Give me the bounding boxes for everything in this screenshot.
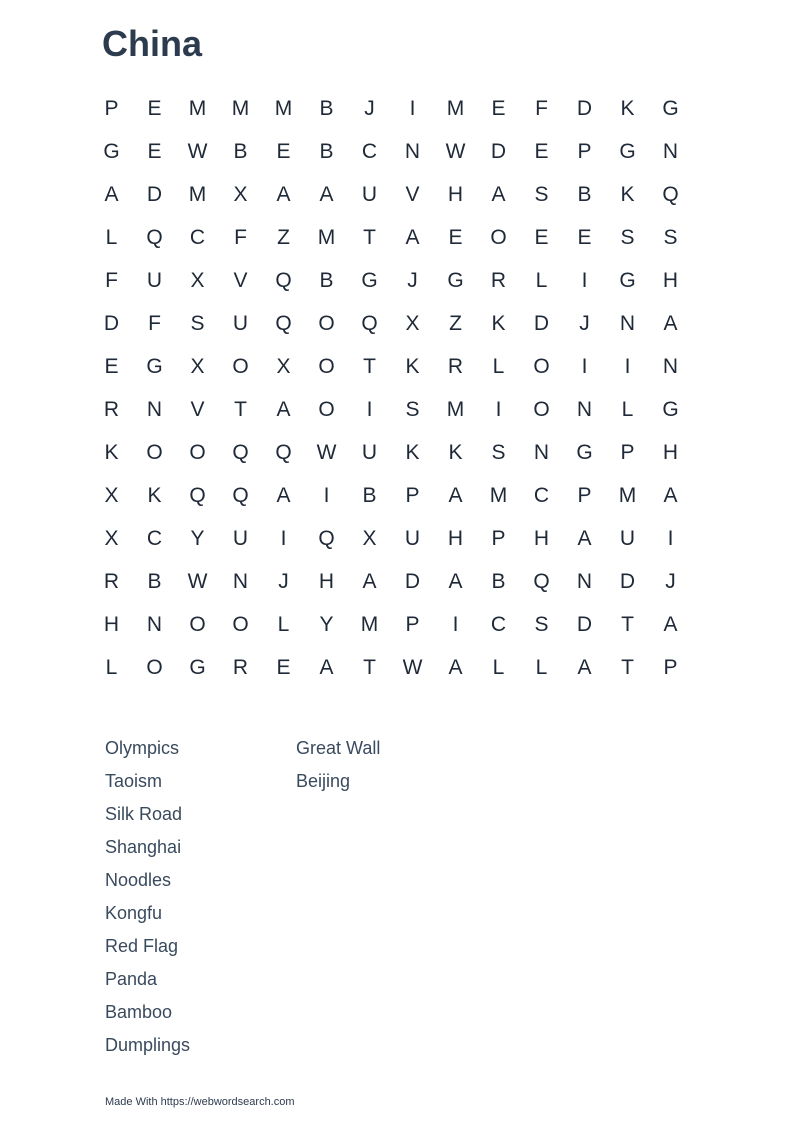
grid-cell: P — [577, 483, 592, 507]
grid-cell: E — [534, 225, 549, 249]
grid-cell: M — [360, 612, 379, 636]
grid-cell: T — [621, 655, 634, 679]
grid-cell: B — [577, 182, 592, 206]
grid-cell: S — [405, 397, 420, 421]
grid-cell: I — [366, 397, 373, 421]
grid-cell: H — [662, 268, 679, 292]
grid-cell: A — [448, 483, 463, 507]
grid-cell: D — [490, 139, 507, 163]
grid-cell: M — [618, 483, 637, 507]
grid-cell: K — [405, 354, 420, 378]
word-list-item: Olympics — [105, 738, 180, 758]
word-list-item: Shanghai — [105, 837, 182, 857]
grid-cell: Q — [361, 311, 378, 335]
grid-cell: D — [576, 612, 593, 636]
word-list-item: Taoism — [105, 771, 163, 791]
word-list-item: Kongfu — [105, 903, 163, 923]
grid-cell: F — [148, 311, 161, 335]
grid-cell: L — [535, 655, 548, 679]
grid-cell: J — [665, 569, 676, 593]
grid-cell: N — [232, 569, 249, 593]
grid-cell: G — [619, 139, 636, 163]
grid-cell: B — [319, 96, 334, 120]
grid-cell: Y — [190, 526, 205, 550]
grid-cell: B — [319, 139, 334, 163]
grid-cell: L — [105, 225, 118, 249]
grid-cell: G — [662, 397, 679, 421]
grid-cell: A — [663, 483, 678, 507]
grid-cell: U — [232, 526, 249, 550]
grid-cell: H — [447, 182, 464, 206]
word-list-item: Dumplings — [105, 1035, 191, 1055]
grid-cell: C — [146, 526, 163, 550]
grid-cell: D — [576, 96, 593, 120]
grid-cell: L — [535, 268, 548, 292]
word-list-item: Panda — [105, 969, 158, 989]
grid-cell: Y — [319, 612, 334, 636]
grid-cell: A — [276, 182, 291, 206]
word-list-item: Noodles — [105, 870, 172, 890]
grid-cell: E — [147, 139, 162, 163]
grid-cell: Z — [449, 311, 462, 335]
grid-cell: A — [104, 182, 119, 206]
page-title: China — [102, 23, 203, 64]
grid-cell: S — [663, 225, 678, 249]
grid-cell: M — [317, 225, 336, 249]
grid-cell: H — [103, 612, 120, 636]
grid-cell: S — [620, 225, 635, 249]
grid-cell: W — [445, 139, 466, 163]
grid-cell: N — [619, 311, 636, 335]
grid-cell: Q — [232, 440, 249, 464]
grid-cell: Q — [318, 526, 335, 550]
grid-cell: R — [447, 354, 464, 378]
grid-cell: E — [276, 139, 291, 163]
grid-cell: Q — [146, 225, 163, 249]
grid-cell: G — [662, 96, 679, 120]
grid-cell: B — [233, 139, 248, 163]
grid-cell: G — [576, 440, 593, 464]
grid-cell: P — [663, 655, 678, 679]
grid-cell: H — [447, 526, 464, 550]
grid-cell: X — [233, 182, 248, 206]
word-list — [105, 732, 505, 1062]
grid-cell: P — [491, 526, 506, 550]
grid-cell: N — [146, 397, 163, 421]
grid-cell: F — [535, 96, 548, 120]
grid-cell: A — [448, 655, 463, 679]
grid-cell: D — [103, 311, 120, 335]
grid-cell: U — [361, 440, 378, 464]
grid-cell: X — [405, 311, 420, 335]
grid-cell: K — [405, 440, 420, 464]
grid-cell: X — [276, 354, 291, 378]
grid-cell: S — [491, 440, 506, 464]
grid-cell: I — [323, 483, 330, 507]
grid-cell: N — [662, 139, 679, 163]
grid-cell: F — [234, 225, 247, 249]
grid-cell: J — [278, 569, 289, 593]
grid-cell: C — [490, 612, 507, 636]
grid-cell: J — [579, 311, 590, 335]
grid-cell: P — [620, 440, 635, 464]
grid-cell: I — [409, 96, 416, 120]
grid-cell: P — [405, 612, 420, 636]
grid-cell: M — [274, 96, 293, 120]
grid-cell: A — [577, 526, 592, 550]
grid-cell: B — [491, 569, 506, 593]
grid-cell: A — [319, 655, 334, 679]
grid-cell: N — [576, 397, 593, 421]
grid-cell: K — [147, 483, 162, 507]
grid-cell: Q — [275, 268, 292, 292]
grid-cell: O — [318, 354, 335, 378]
grid-cell: O — [533, 354, 550, 378]
grid-cell: S — [534, 612, 549, 636]
grid-cell: W — [187, 139, 208, 163]
grid-cell: O — [146, 440, 163, 464]
grid-cell: T — [621, 612, 634, 636]
grid-cell: E — [276, 655, 291, 679]
word-list-item: Beijing — [296, 771, 351, 791]
grid-cell: S — [190, 311, 205, 335]
grid-cell: O — [490, 225, 507, 249]
grid-cell: A — [663, 612, 678, 636]
grid-cell: L — [492, 655, 505, 679]
grid-cell: N — [146, 612, 163, 636]
grid-cell: O — [232, 354, 249, 378]
grid-cell: I — [452, 612, 459, 636]
footer-credit: Made With https://webwordsearch.com — [105, 1096, 295, 1108]
grid-cell: K — [448, 440, 463, 464]
grid-cell: U — [146, 268, 163, 292]
grid-cell: R — [103, 397, 120, 421]
grid-cell: G — [447, 268, 464, 292]
grid-cell: H — [318, 569, 335, 593]
grid-cell: R — [232, 655, 249, 679]
grid-cell: I — [280, 526, 287, 550]
grid-cell: I — [581, 354, 588, 378]
grid-cell: E — [104, 354, 119, 378]
grid-cell: L — [492, 354, 505, 378]
grid-cell: N — [576, 569, 593, 593]
grid-cell: M — [446, 397, 465, 421]
grid-cell: U — [361, 182, 378, 206]
grid-cell: C — [189, 225, 206, 249]
grid-cell: M — [188, 96, 207, 120]
grid-cell: A — [663, 311, 678, 335]
grid-cell: H — [662, 440, 679, 464]
grid-cell: F — [105, 268, 118, 292]
grid-cell: Q — [275, 440, 292, 464]
grid-cell: U — [404, 526, 421, 550]
word-list-item: Bamboo — [105, 1002, 173, 1022]
grid-cell: E — [491, 96, 506, 120]
grid-cell: J — [364, 96, 375, 120]
grid-cell: O — [232, 612, 249, 636]
grid-cell: A — [491, 182, 506, 206]
grid-cell: U — [232, 311, 249, 335]
grid-cell: P — [405, 483, 420, 507]
grid-cell: K — [104, 440, 119, 464]
grid-cell: W — [316, 440, 337, 464]
grid-cell: A — [405, 225, 420, 249]
grid-cell: O — [189, 612, 206, 636]
grid-cell: K — [491, 311, 506, 335]
grid-cell: O — [533, 397, 550, 421]
grid-cell: J — [407, 268, 418, 292]
grid-cell: L — [277, 612, 290, 636]
grid-cell: G — [146, 354, 163, 378]
grid-cell: R — [103, 569, 120, 593]
grid-cell: H — [533, 526, 550, 550]
grid-cell: T — [363, 354, 376, 378]
grid-cell: C — [533, 483, 550, 507]
grid-cell: O — [318, 311, 335, 335]
grid-cell: A — [276, 397, 291, 421]
grid-cell: E — [577, 225, 592, 249]
grid-cell: X — [362, 526, 377, 550]
grid-cell: M — [446, 96, 465, 120]
grid-cell: D — [404, 569, 421, 593]
grid-cell: O — [189, 440, 206, 464]
grid-cell: W — [187, 569, 208, 593]
grid-cell: T — [234, 397, 247, 421]
word-list-item: Silk Road — [105, 804, 183, 824]
grid-cell: G — [619, 268, 636, 292]
grid-cell: G — [103, 139, 120, 163]
word-list-item: Red Flag — [105, 936, 179, 956]
grid-cell: Q — [275, 311, 292, 335]
grid-cell: A — [362, 569, 377, 593]
grid-cell: X — [104, 526, 119, 550]
grid-cell: T — [363, 225, 376, 249]
grid-cell: K — [620, 182, 635, 206]
grid-cell: V — [405, 182, 420, 206]
grid-cell: A — [448, 569, 463, 593]
grid-cell: E — [147, 96, 162, 120]
grid-cell: O — [146, 655, 163, 679]
grid-cell: I — [624, 354, 631, 378]
grid-cell: D — [146, 182, 163, 206]
letter-grid — [90, 87, 692, 689]
grid-cell: K — [620, 96, 635, 120]
grid-cell: A — [319, 182, 334, 206]
grid-cell: Q — [662, 182, 679, 206]
grid-cell: N — [662, 354, 679, 378]
grid-cell: S — [534, 182, 549, 206]
grid-cell: D — [533, 311, 550, 335]
grid-cell: X — [104, 483, 119, 507]
grid-cell: X — [190, 354, 205, 378]
grid-cell: I — [667, 526, 674, 550]
grid-cell: C — [361, 139, 378, 163]
grid-cell: Z — [277, 225, 290, 249]
grid-cell: N — [404, 139, 421, 163]
grid-cell: U — [619, 526, 636, 550]
grid-cell: G — [189, 655, 206, 679]
grid-cell: A — [577, 655, 592, 679]
grid-cell: M — [188, 182, 207, 206]
grid-cell: B — [319, 268, 334, 292]
grid-cell: Q — [189, 483, 206, 507]
grid-cell: G — [361, 268, 378, 292]
word-list-item: Great Wall — [296, 738, 381, 758]
grid-cell: A — [276, 483, 291, 507]
grid-cell: W — [402, 655, 423, 679]
grid-cell: P — [104, 96, 119, 120]
grid-cell: M — [231, 96, 250, 120]
grid-cell: L — [621, 397, 634, 421]
grid-cell: E — [448, 225, 463, 249]
grid-cell: D — [619, 569, 636, 593]
grid-cell: N — [533, 440, 550, 464]
grid-cell: P — [577, 139, 592, 163]
grid-cell: I — [495, 397, 502, 421]
grid-cell: B — [147, 569, 162, 593]
grid-cell: O — [318, 397, 335, 421]
grid-cell: E — [534, 139, 549, 163]
grid-cell: M — [489, 483, 508, 507]
grid-cell: V — [190, 397, 205, 421]
grid-cell: B — [362, 483, 377, 507]
grid-cell: Q — [232, 483, 249, 507]
grid-cell: V — [233, 268, 248, 292]
grid-cell: R — [490, 268, 507, 292]
grid-cell: I — [581, 268, 588, 292]
grid-cell: T — [363, 655, 376, 679]
grid-cell: L — [105, 655, 118, 679]
grid-cell: Q — [533, 569, 550, 593]
grid-cell: X — [190, 268, 205, 292]
